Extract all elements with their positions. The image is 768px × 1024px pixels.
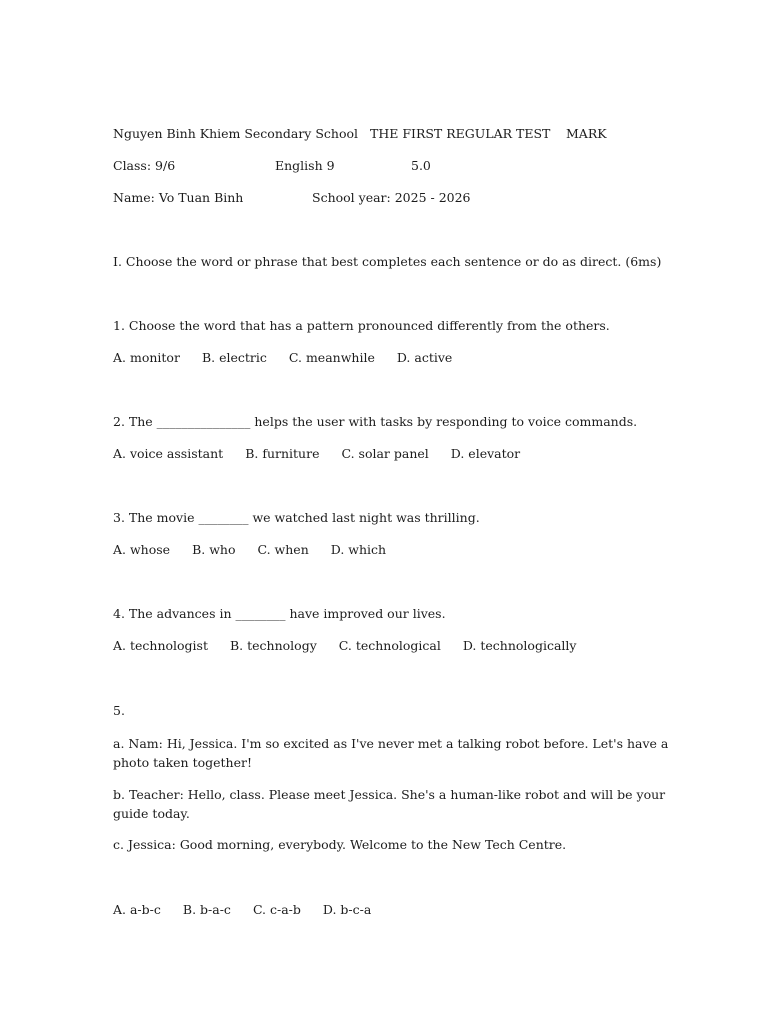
question-5-options — [113, 901, 371, 919]
class-info: Class: 9/6 — [113, 158, 176, 173]
option-a: A. whose — [113, 542, 171, 557]
option-d: D. which — [330, 542, 387, 557]
subject: English 9 — [275, 158, 335, 173]
question-2-options — [113, 445, 520, 463]
option-a: A. a-b-c — [113, 902, 161, 917]
dialogue-line-a: a. Nam: Hi, Jessica. I'm so excited as I've never met a talking robot before. Let's have a photo taken together! — [113, 736, 669, 770]
school-name: Nguyen Binh Khiem Secondary School — [113, 126, 359, 141]
option-b: B. furniture — [245, 446, 320, 461]
option-d: D. b-c-a — [322, 902, 372, 917]
option-c: C. when — [257, 542, 309, 557]
dialogue-line-c: c. Jessica: Good morning, everybody. Welcome to the New Tech Centre. — [113, 837, 567, 852]
student-name: Name: Vo Tuan Binh — [113, 190, 244, 205]
option-c: C. technological — [338, 638, 441, 653]
question-3: 3. The movie ________ we watched last night was thrilling. — [113, 510, 480, 525]
test-title: THE FIRST REGULAR TEST — [370, 126, 551, 141]
option-d: D. active — [396, 350, 453, 365]
question-2: 2. The _______________ helps the user with tasks by responding to voice commands. — [113, 414, 638, 429]
dialogue-line-b: b. Teacher: Hello, class. Please meet Jessica. She's a human-like robot and will be your guide today. — [113, 787, 666, 821]
question-3-options — [113, 541, 386, 559]
option-c: C. solar panel — [341, 446, 429, 461]
mark-label: MARK — [566, 126, 607, 141]
option-d: D. technologically — [462, 638, 577, 653]
option-a: A. technologist — [113, 638, 208, 653]
option-c: C. c-a-b — [252, 902, 301, 917]
question-1: 1. Choose the word that has a pattern pronounced differently from the others. — [113, 318, 610, 333]
question-4-options — [113, 637, 576, 655]
section-instruction: I. Choose the word or phrase that best completes each sentence or do as direct. (6ms) — [113, 254, 662, 269]
mark-value: 5.0 — [411, 158, 431, 173]
question-5: 5. — [113, 703, 125, 718]
option-c: C. meanwhile — [288, 350, 375, 365]
option-a: A. monitor — [113, 350, 180, 365]
option-a: A. voice assistant — [113, 446, 224, 461]
question-4: 4. The advances in ________ have improved our lives. — [113, 606, 446, 621]
option-b: B. electric — [201, 350, 267, 365]
question-1-options — [113, 349, 452, 367]
school-year: School year: 2025 - 2026 — [312, 190, 471, 205]
option-b: B. b-a-c — [182, 902, 231, 917]
option-d: D. elevator — [450, 446, 521, 461]
option-b: B. who — [192, 542, 236, 557]
option-b: B. technology — [229, 638, 317, 653]
